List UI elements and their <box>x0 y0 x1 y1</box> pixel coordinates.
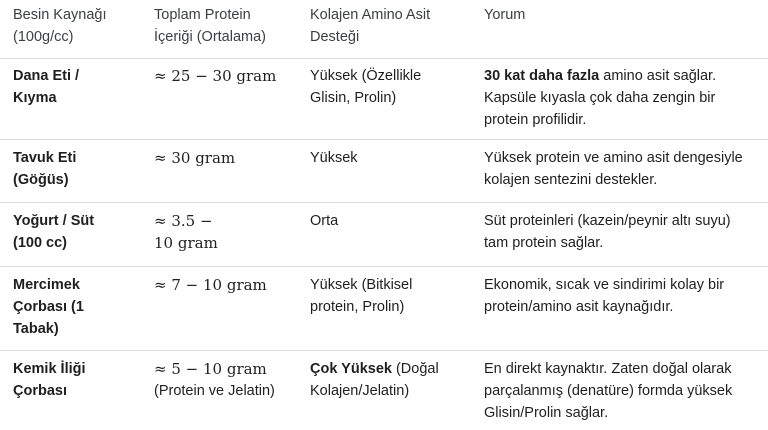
row-comment <box>484 358 766 424</box>
row-source-line: Dana Eti / <box>13 68 80 84</box>
row-protein <box>154 147 294 169</box>
row-protein-line: ≈ 7 − 10 gram <box>154 276 267 294</box>
row-comment-line: Ekonomik, sıcak ve sindirimi kolay bir <box>484 277 725 293</box>
header-protein-line-1: Toplam Protein <box>154 7 251 23</box>
row-comment-line <box>484 65 766 87</box>
row-comment <box>484 274 766 318</box>
row-protein <box>154 65 294 87</box>
row-protein-line: ≈ 3.5 − <box>154 212 213 230</box>
row-comment <box>484 65 766 131</box>
header-source <box>13 4 131 48</box>
row-collagen-line: Yüksek (Özellikle <box>310 68 422 84</box>
row-source <box>13 210 131 254</box>
row-source-line: Yoğurt / Süt <box>13 213 95 229</box>
table-row <box>0 351 768 430</box>
row-protein-line: (Protein ve Jelatin) <box>154 383 275 399</box>
row-collagen <box>310 274 468 318</box>
row-collagen-line: Yüksek <box>310 150 358 166</box>
row-source <box>13 65 131 109</box>
row-source <box>13 274 131 340</box>
row-comment <box>484 210 766 254</box>
row-protein-line: ≈ 30 gram <box>154 149 236 167</box>
row-comment-line: kolajen sentezini destekler. <box>484 172 658 188</box>
row-collagen-line: Orta <box>310 213 339 229</box>
row-source-line: Mercimek <box>13 277 80 293</box>
row-source-line: Çorbası (1 <box>13 299 84 315</box>
row-collagen <box>310 358 468 402</box>
header-protein <box>154 4 294 48</box>
row-source-line: Çorbası <box>13 383 67 399</box>
header-source-line-1: Besin Kaynağı <box>13 7 107 23</box>
row-comment-line: Yüksek protein ve amino asit dengesiyle <box>484 150 743 166</box>
row-comment-line: En direkt kaynaktır. Zaten doğal olarak <box>484 361 732 377</box>
table-row <box>0 203 768 267</box>
row-comment-line: protein/amino asit kaynağıdır. <box>484 299 674 315</box>
header-protein-line-2: İçeriği (Ortalama) <box>154 29 266 45</box>
header-comment <box>484 4 766 26</box>
table-row <box>0 267 768 351</box>
row-source-line: (100 cc) <box>13 235 68 251</box>
header-source-line-2: (100g/cc) <box>13 29 74 45</box>
row-comment <box>484 147 766 191</box>
row-comment-line: Süt proteinleri (kazein/peynir altı suyu) <box>484 213 731 229</box>
row-collagen-emphasis: Çok Yüksek <box>310 361 392 377</box>
row-comment-text: amino asit sağlar. <box>599 68 717 84</box>
row-protein-line: ≈ 25 − 30 gram <box>154 67 277 85</box>
row-protein <box>154 210 294 254</box>
row-collagen-line: Kolajen/Jelatin) <box>310 383 410 399</box>
row-collagen-line <box>310 358 468 380</box>
row-comment-line: protein profilidir. <box>484 112 587 128</box>
header-collagen <box>310 4 468 48</box>
row-collagen <box>310 147 468 169</box>
row-source-line: Tavuk Eti <box>13 150 77 166</box>
row-collagen-line: protein, Prolin) <box>310 299 405 315</box>
row-source <box>13 147 131 191</box>
row-collagen <box>310 65 468 109</box>
table-row <box>0 59 768 140</box>
header-collagen-line-1: Kolajen Amino Asit <box>310 7 431 23</box>
table-header-row <box>0 0 768 59</box>
row-source <box>13 358 131 402</box>
row-source-line: Kemik İliği <box>13 361 86 377</box>
row-collagen-line: Yüksek (Bitkisel <box>310 277 413 293</box>
row-comment-line: tam protein sağlar. <box>484 235 604 251</box>
row-comment-line: parçalanmış (denatüre) formda yüksek <box>484 383 733 399</box>
row-protein <box>154 274 294 296</box>
header-comment-line-1: Yorum <box>484 7 526 23</box>
row-protein <box>154 358 294 402</box>
row-protein-line: ≈ 5 − 10 gram <box>154 360 267 378</box>
row-source-line: Tabak) <box>13 321 59 337</box>
table-row <box>0 140 768 203</box>
row-collagen-text: (Doğal <box>391 361 439 377</box>
header-collagen-line-2: Desteği <box>310 29 360 45</box>
row-comment-emphasis: 30 kat daha fazla <box>484 68 600 84</box>
row-collagen <box>310 210 468 232</box>
row-protein-line: 10 gram <box>154 234 218 252</box>
row-comment-line: Glisin/Prolin sağlar. <box>484 405 609 421</box>
row-source-line: Kıyma <box>13 90 57 106</box>
row-source-line: (Göğüs) <box>13 172 69 188</box>
row-comment-line: Kapsüle kıyasla çok daha zengin bir <box>484 90 716 106</box>
row-collagen-line: Glisin, Prolin) <box>310 90 397 106</box>
